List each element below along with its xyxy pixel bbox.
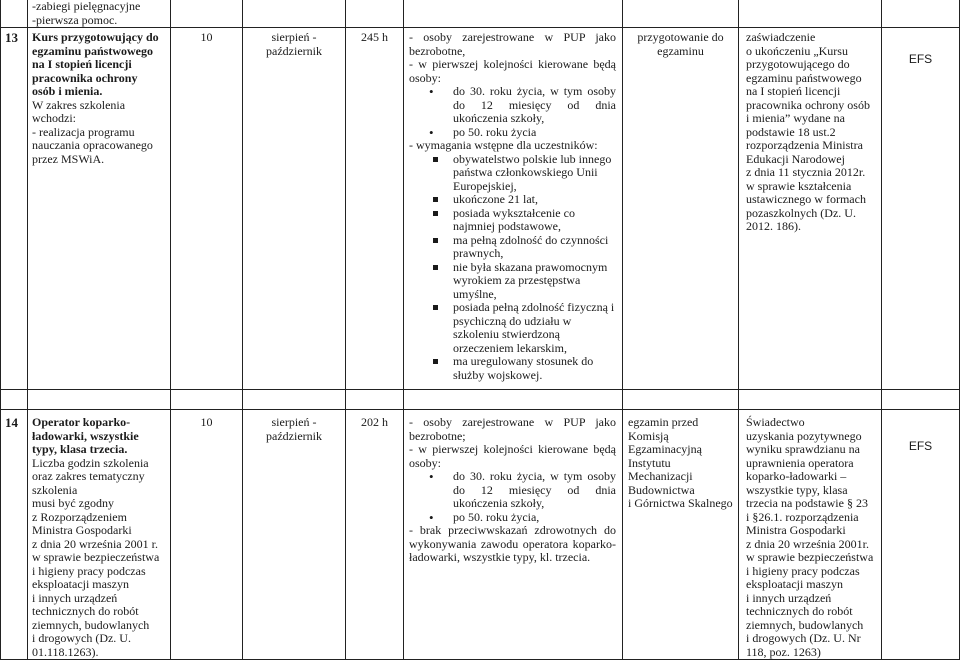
list-item: • po 50. roku życia	[453, 126, 616, 140]
grid-line	[403, 0, 404, 660]
list-item: • po 50. roku życia,	[453, 511, 616, 525]
list-item: • do 30. roku życia, w tym osoby do 12 miesięcy od dnia ukończenia szkoły,	[453, 470, 616, 511]
funding-source: EFS	[908, 52, 933, 66]
grid-line	[242, 0, 243, 660]
fragment-line: -pierwsza pomoc.	[32, 12, 118, 27]
certificate-cell: Świadectwo uzyskania pozytywnego wyniku sprawdzianu na uprawnienia operatora koparko-ładowarki – wszystkie typy, klasa trzecia na podstawie § 23 i §26.1. rozporządzenia Ministra Gospodarki z dnia 20 września 2001r. w sprawie bezpieczeństwa i higieny pracy podczas eksploatacji maszyn i innych urządzeń technicznych do robót ziemnych, budowlanych i drogowych (Dz. U. Nr 118, poz. 1263)	[746, 415, 874, 659]
participants-count: 10	[200, 415, 213, 429]
previous-row-fragment	[32, 0, 168, 27]
list-item: ma uregulowany stosunek do służby wojskowej.	[453, 355, 616, 382]
requirement-text: - osoby zarejestrowane w PUP jako bezrobotne,	[409, 30, 616, 58]
list-item: posiada pełną zdolność fizyczną i psychiczną do udziału w szkoleniu stwierdzoną orzeczeniem lekarskim,	[453, 300, 615, 355]
list-item: obywatelstwo polskie lub innego państwa członkowskiego Unii Europejskiej,	[453, 153, 616, 194]
requirements-cell	[409, 416, 616, 565]
grid-line	[881, 0, 882, 660]
grid-line	[170, 0, 171, 660]
course-title: Kurs przygotowujący do egzaminu państwowego na I stopień licencji pracownika ochrony osób i mienia.	[32, 30, 159, 98]
course-description: Liczba godzin szkolenia oraz zakres tematyczny szkolenia musi być zgodny z Rozporządzeniem Ministra Gospodarki z dnia 20 września 2001 r. w sprawie bezpieczeństwa i higieny pracy podczas eksploatacji maszyn i innych urządzeń technicznych do robót ziemnych, budowlanych i drogowych (Dz. U. 01.118.1263).	[32, 455, 160, 659]
term-line: październik	[266, 43, 322, 58]
exam-cell: przygotowanie do egzaminu	[637, 30, 724, 58]
exam-cell: egzamin przed Komisją Egzaminacyjną Instytutu Mechanizacji Budownictwa i Górnictwa Skalnego	[628, 415, 733, 510]
row-border	[0, 389, 960, 390]
row-border	[0, 409, 960, 410]
funding-source: EFS	[908, 439, 933, 453]
list-item: ukończone 21 lat,	[453, 193, 616, 207]
requirement-text: - w pierwszej kolejności kierowane będą osoby:	[409, 57, 616, 85]
certificate-cell: zaświadczenie o ukończeniu „Kursu przygotowującego do egzaminu państwowego na I stopień licencji pracownika ochrony osób i mienia” wydane na podstawie 18 ust.2 rozporządzenia Ministra Edukacji Narodowej z dnia 11 stycznia 2012r. w sprawie kształcenia ustawicznego w formach pozaszkolnych (Dz. U. 2012. 186).	[746, 30, 870, 233]
grid-line	[27, 0, 28, 660]
grid-line	[622, 0, 623, 660]
list-item: ma pełną zdolność do czynności prawnych,	[453, 234, 616, 261]
row-number: 13	[5, 30, 18, 45]
course-description: W zakres szkolenia wchodzi: - realizacja programu nauczania opracowanego przez MSWiA.	[32, 97, 153, 166]
requirement-text: - w pierwszej kolejności kierowane będą osoby:	[409, 442, 616, 470]
grid-line	[738, 0, 739, 660]
fragment-line: -zabiegi pielęgnacyjne	[32, 0, 141, 13]
list-item: posiada wykształcenie co najmniej podstawowe,	[453, 207, 616, 234]
requirement-text: - osoby zarejestrowane w PUP jako bezrobotne;	[409, 415, 616, 443]
term-line: październik	[266, 428, 322, 443]
course-cell	[32, 416, 168, 659]
requirements-cell	[409, 31, 616, 382]
term-line: sierpień -	[271, 415, 317, 429]
row-border	[0, 27, 960, 28]
age-list	[409, 470, 616, 524]
hours-value: 245 h	[361, 30, 388, 44]
row-number: 14	[5, 415, 18, 430]
participants-count: 10	[200, 30, 213, 44]
course-title: Operator koparko- ładowarki, wszystkie typy, klasa trzecia.	[32, 415, 139, 456]
term-cell	[243, 416, 345, 443]
course-cell	[32, 31, 168, 166]
grid-line	[0, 0, 1, 660]
requirement-text: - wymagania wstępne dla uczestników:	[409, 138, 598, 152]
age-list	[409, 85, 616, 139]
term-cell	[243, 31, 345, 58]
hours-value: 202 h	[361, 415, 388, 429]
list-item: • do 30. roku życia, w tym osoby do 12 miesięcy od dnia ukończenia szkoły,	[453, 85, 616, 126]
requirement-text: - brak przeciwwskazań zdrowotnych do wykonywania zawodu operatora koparko-ładowarki, wszystkie typy, kl. trzecia.	[409, 523, 616, 564]
grid-line	[345, 0, 346, 660]
term-line: sierpień -	[271, 30, 317, 44]
list-item: nie była skazana prawomocnym wyrokiem za przestępstwa umyślne,	[453, 261, 616, 302]
initial-requirements-list	[409, 153, 616, 383]
